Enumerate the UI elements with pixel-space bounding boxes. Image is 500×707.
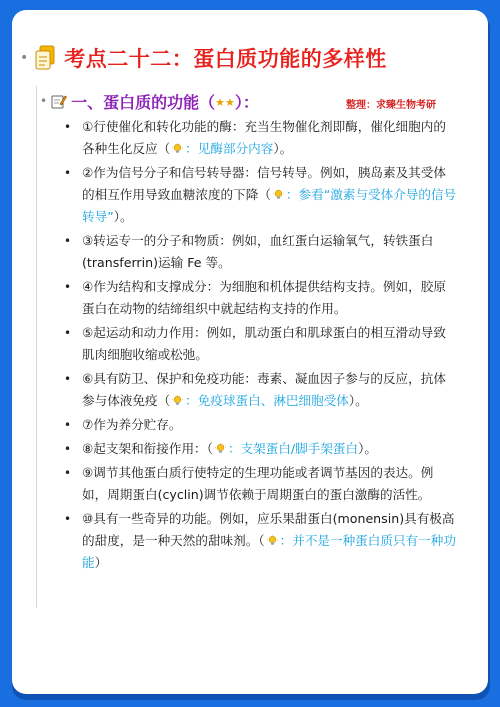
item-tail: ）。 bbox=[358, 441, 378, 456]
item-text: ③转运专一的分子和物质：例如，血红蛋白运输氧气，转铁蛋白(transferrin)运输 Fe 等。 bbox=[82, 233, 434, 270]
item-note: ：参看“激素与受体介导的信号转导” bbox=[82, 187, 457, 224]
item-note: ：支架蛋白/脚手架蛋白 bbox=[227, 441, 359, 456]
item-text: ②作为信号分子和信号转导器：信号转导。例如，胰岛素及其受体的相互作用导致血糖浓度的下降（ bbox=[82, 165, 446, 202]
item-tail: ）。 bbox=[113, 209, 133, 224]
item-text: ⑥具有防卫、保护和免疫功能：毒素、凝血因子参与的反应，抗体参与体液免疫（ bbox=[82, 371, 446, 408]
list-item bbox=[58, 276, 458, 320]
importance-stars: ★★ bbox=[215, 95, 235, 109]
list-item bbox=[58, 368, 458, 412]
section-title-end: ）： bbox=[234, 92, 259, 112]
list-item bbox=[58, 162, 458, 228]
function-list bbox=[58, 116, 458, 576]
section-title-text: 一、蛋白质的功能（ bbox=[71, 92, 216, 112]
item-note: ：免疫球蛋白、淋巴细胞受体 bbox=[185, 393, 349, 408]
item-text: ⑤起运动和动力作用：例如，肌动蛋白和肌球蛋白的相互滑动导致肌肉细胞收缩或松弛。 bbox=[82, 325, 446, 362]
title-main: 考点二十二 bbox=[64, 47, 172, 71]
item-text: ⑩具有一些奇异的功能。例如，应乐果甜蛋白(monensin)具有极高的甜度，是一种天然的甜味剂。（ bbox=[82, 511, 455, 548]
item-tail: ） bbox=[94, 555, 108, 570]
document-icon bbox=[34, 45, 56, 71]
item-note: ：并不是一种蛋白质只有一种功能 bbox=[82, 533, 456, 570]
item-text: ⑧起支架和衔接作用：（ bbox=[82, 441, 213, 456]
title-topic: 蛋白质功能的多样性 bbox=[193, 47, 387, 71]
bullet-icon: • bbox=[40, 94, 48, 108]
list-item bbox=[58, 508, 458, 574]
item-text: ⑨调节其他蛋白质行使特定的生理功能或者调节基因的表达。例如，周期蛋白(cyclin)调节依赖于周期蛋白的蛋白激酶的活性。 bbox=[82, 465, 434, 502]
page-title bbox=[64, 43, 387, 73]
lightbulb-icon bbox=[273, 189, 284, 200]
bullet-icon: • bbox=[20, 50, 29, 66]
list-item bbox=[58, 462, 458, 506]
list-item bbox=[58, 322, 458, 366]
author-credit: 整理：求臻生物考研 bbox=[346, 100, 436, 111]
item-note: ：见酶部分内容 bbox=[185, 141, 274, 156]
lightbulb-icon bbox=[267, 535, 278, 546]
list-item bbox=[58, 230, 458, 274]
item-tail: ）。 bbox=[273, 141, 293, 156]
outline-guide-line bbox=[36, 86, 37, 608]
pen-icon bbox=[51, 93, 67, 109]
topic-header bbox=[20, 38, 470, 78]
lightbulb-icon bbox=[172, 143, 183, 154]
section-title bbox=[71, 90, 259, 113]
list-item bbox=[58, 116, 458, 160]
item-text: ①行使催化和转化功能的酶：充当生物催化剂即酶，催化细胞内的各种生化反应（ bbox=[82, 119, 446, 156]
lightbulb-icon bbox=[215, 443, 226, 454]
item-tail: ）。 bbox=[348, 393, 368, 408]
list-item bbox=[58, 438, 458, 460]
item-text: ⑦作为养分贮存。 bbox=[82, 417, 182, 432]
lightbulb-icon bbox=[172, 395, 183, 406]
list-item bbox=[58, 414, 458, 436]
title-separator: ： bbox=[171, 47, 194, 71]
item-text: ④作为结构和支撑成分：为细胞和机体提供结构支持。例如，胶原蛋白在动物的结缔组织中就起结构支持的作用。 bbox=[82, 279, 446, 316]
